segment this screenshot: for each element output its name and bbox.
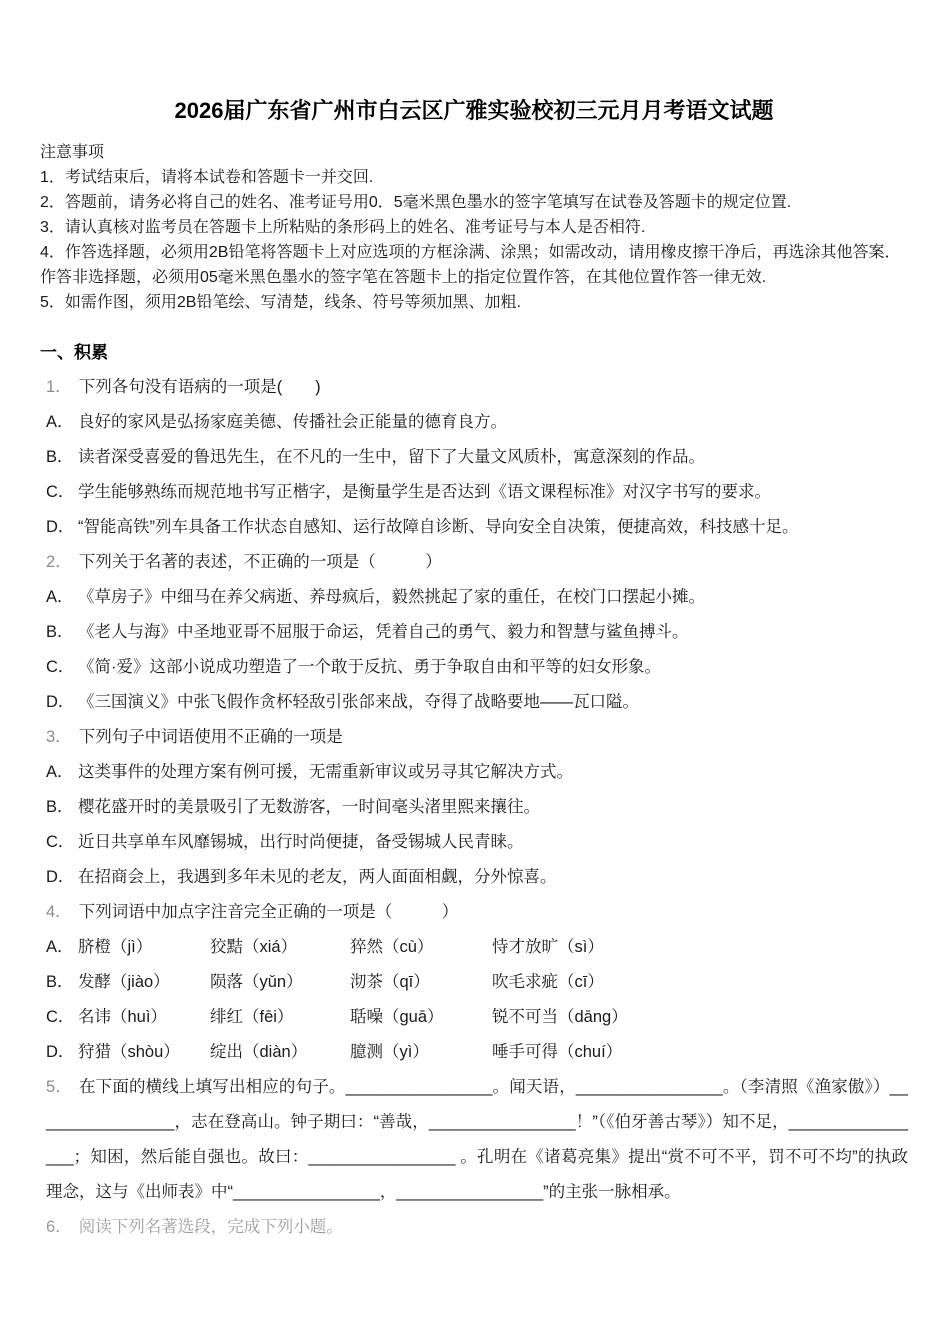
question-3-number: 3． — [46, 728, 72, 746]
notice-section — [40, 140, 908, 315]
question-4-stem — [46, 895, 908, 930]
question-3 — [40, 720, 908, 895]
question-6-body: 阅读下列名著选段，完成下列小题。 — [78, 1218, 343, 1236]
option-b-label: B． — [46, 973, 74, 991]
option-b-label: B． — [46, 623, 74, 641]
option-d-text: “智能高铁”列车具备工作状态自感知、运行故障自诊断、导向安全自决策，便捷高效，科技感十足。 — [78, 518, 799, 536]
word-pinyin: 锐不可当（dāng） — [492, 1008, 628, 1026]
option-b-text: 樱花盛开时的美景吸引了无数游客，一时间毫头渚里熙来攘往。 — [78, 798, 540, 816]
option-b-label: B． — [46, 798, 74, 816]
option-b-text: 读者深受喜爱的鲁迅先生，在不凡的一生中，留下了大量文风质朴，寓意深刻的作品。 — [78, 448, 705, 466]
word-pinyin: 绽出（diàn） — [210, 1043, 308, 1061]
option-a-text: 这类事件的处理方案有例可援，无需重新审议或另寻其它解决方式。 — [78, 763, 573, 781]
option-c-label: C． — [46, 833, 75, 851]
question-1-option-a — [46, 405, 908, 440]
option-a-text: 《草房子》中细马在养父病逝、养母疯后，毅然挑起了家的重任，在校门口摆起小摊。 — [78, 588, 705, 606]
question-2-stem — [46, 545, 908, 580]
question-4-option-b — [46, 965, 908, 1000]
question-5-body: 在下面的横线上填写出相应的句子。________________。闻天语，________________。（李清照《渔家傲》）________________，志在登高山。钟子期曰：“善哉，________________！”（《伯牙善古琴》）知不足，________________；知困，然后能自强也。故曰：________________ 。孔明在《诸葛亮集》提出“赏不可不平，罚不可不均”的执政理念，这与《出师表》中“________________，________________”的主张一脉相承。 — [46, 1078, 908, 1201]
question-2-number: 2． — [46, 553, 72, 571]
section-header-accumulation: 一、积累 — [40, 343, 108, 362]
question-4-option-c — [46, 1000, 908, 1035]
notice-item-1: 1．考试结束后，请将本试卷和答题卡一并交回. — [40, 169, 374, 186]
word-pinyin: 聒噪（guā） — [350, 1008, 444, 1026]
question-3-option-d — [46, 860, 908, 895]
option-a-text: 良好的家风是弘扬家庭美德、传播社会正能量的德育良方。 — [78, 413, 507, 431]
question-5-text — [46, 1070, 908, 1210]
word-pinyin: 狩猎（shòu） — [78, 1043, 180, 1061]
question-5-number: 5． — [46, 1078, 72, 1096]
option-a-label: A． — [46, 763, 74, 781]
notice-item-2: 2．答题前，请务必将自己的姓名、准考证号用0．5毫米黑色墨水的签字笔填写在试卷及答题卡的规定位置. — [40, 194, 792, 211]
word-pinyin: 猝然（cù） — [350, 938, 434, 956]
option-d-text: 在招商会上，我遇到多年未见的老友，两人面面相觑，分外惊喜。 — [78, 868, 557, 886]
question-2-stem-text: 下列关于名著的表述，不正确的一项是（ ） — [78, 553, 442, 571]
word-pinyin: 臆测（yì） — [350, 1043, 429, 1061]
option-a-label: A． — [46, 413, 74, 431]
question-3-option-b — [46, 790, 908, 825]
option-c-label: C． — [46, 658, 75, 676]
question-2-option-a — [46, 580, 908, 615]
word-pinyin: 发酵（jiào） — [78, 973, 170, 991]
word-pinyin: 名讳（huì） — [78, 1008, 167, 1026]
question-4-number: 4． — [46, 903, 72, 921]
question-1-option-b — [46, 440, 908, 475]
question-4 — [40, 895, 908, 1070]
option-c-label: C． — [46, 1008, 75, 1026]
word-pinyin: 唾手可得（chuí） — [492, 1043, 623, 1061]
question-4-option-a — [46, 930, 908, 965]
notice-item-4: 4．作答选择题，必须用2B铅笔将答题卡上对应选项的方框涂满、涂黑；如需改动，请用橡皮擦干净后，再选涂其他答案．作答非选择题，必须用05毫米黑色墨水的签字笔在答题卡上的指定位置作答，在其他位置作答一律无效. — [40, 244, 901, 286]
question-4-option-d — [46, 1035, 908, 1070]
option-d-text: 《三国演义》中张飞假作贪杯轻敌引张郃来战，夺得了战略要地——瓦口隘。 — [78, 693, 639, 711]
notice-item-3: 3．请认真核对监考员在答题卡上所粘贴的条形码上的姓名、准考证号与本人是否相符. — [40, 219, 646, 236]
question-5 — [40, 1070, 908, 1210]
question-6-number: 6． — [46, 1218, 72, 1236]
question-3-option-c — [46, 825, 908, 860]
question-3-stem — [46, 720, 908, 755]
question-1-number: 1． — [46, 378, 72, 396]
option-a-label: A． — [46, 938, 74, 956]
question-1-stem-text: 下列各句没有语病的一项是( ) — [78, 378, 321, 396]
word-pinyin: 沏茶（qī） — [350, 973, 430, 991]
option-c-text: 学生能够熟练而规范地书写正楷字，是衡量学生是否达到《语文课程标准》对汉字书写的要求。 — [78, 483, 771, 501]
word-pinyin: 吹毛求疵（cī） — [492, 973, 604, 991]
question-1-option-d — [46, 510, 908, 545]
word-pinyin: 恃才放旷（sì） — [492, 938, 604, 956]
option-c-text: 近日共享单车风靡锡城，出行时尚便捷，备受锡城人民青睐。 — [78, 833, 524, 851]
question-3-stem-text: 下列句子中词语使用不正确的一项是 — [78, 728, 343, 746]
question-2-option-d — [46, 685, 908, 720]
option-c-text: 《简·爱》这部小说成功塑造了一个敢于反抗、勇于争取自由和平等的妇女形象。 — [78, 658, 661, 676]
notice-item-5: 5．如需作图，须用2B铅笔绘、写清楚，线条、符号等须加黑、加粗. — [40, 294, 521, 311]
question-1-stem — [46, 370, 908, 405]
question-3-option-a — [46, 755, 908, 790]
option-a-label: A． — [46, 588, 74, 606]
question-2-option-c — [46, 650, 908, 685]
question-6-text — [46, 1210, 908, 1245]
option-c-label: C． — [46, 483, 75, 501]
word-pinyin: 狡黠（xiá） — [210, 938, 298, 956]
option-d-label: D． — [46, 693, 75, 711]
question-2-option-b — [46, 615, 908, 650]
word-pinyin: 陨落（yǔn） — [210, 973, 303, 991]
option-b-text: 《老人与海》中圣地亚哥不屈服于命运，凭着自己的勇气、毅力和智慧与鲨鱼搏斗。 — [78, 623, 689, 641]
option-b-label: B． — [46, 448, 74, 466]
question-6 — [40, 1210, 908, 1245]
option-d-label: D． — [46, 868, 75, 886]
question-2 — [40, 545, 908, 720]
word-pinyin: 绯红（fēi） — [210, 1008, 294, 1026]
notice-header: 注意事项 — [40, 144, 105, 161]
question-4-stem-text: 下列词语中加点字注音完全正确的一项是（ ） — [78, 903, 459, 921]
page-title: 2026届广东省广州市白云区广雅实验校初三元月月考语文试题 — [174, 98, 774, 123]
question-1 — [40, 370, 908, 545]
option-d-label: D． — [46, 1043, 75, 1061]
question-1-option-c — [46, 475, 908, 510]
word-pinyin: 脐橙（jì） — [78, 938, 153, 956]
option-d-label: D． — [46, 518, 75, 536]
